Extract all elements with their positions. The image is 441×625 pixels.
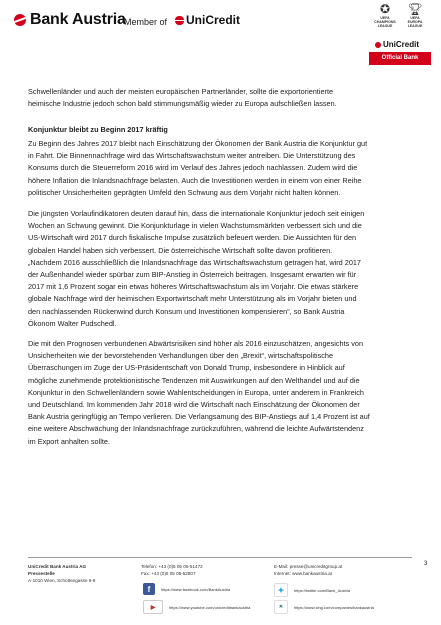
paragraph-2: Die jüngsten Vorlaufindikatoren deuten darauf hin, dass die internationale Konjunktur jedoch seit einigen Wochen an Schwung gewinnt. Die Konjunkturlage in vielen Wachstumsmärkten verbessert sich und die US-Wirtschaft wird 2017 durch fiskalische Impulse zusätzlich befeuert werden. Die Aussichten für den globalen Handel haben sich verbessert. Die österreichische Wirtschaft sollte davon profitieren. „Nachdem 2016 ausschließlich die Inlandsnachfrage das Wirtschaftswachstum getragen hat, wird 2017 der Außenhandel wieder spürbar zum BIP-Anstieg in Österreich beitragen. Insgesamt erwarten wir für 2017 mit 1,6 Prozent sogar ein etwas höheres Wirtschaftswachstum als im Vorjahr. Die etwas stärkere globale Nachfrage wird der heimischen Exportwirtschaft mehr Unterstützung als im Vorjahr bieten und den nachlassenden Rückenwind durch Konsum und Investitionen kompensieren“, so Bank Austria Ökonom Walter Pudschedl. [28,209,365,328]
unicredit-logo [175,13,240,27]
intro-paragraph: Schwellenländer und auch der meisten europäischen Partnerländer, sollte die exportorientierte heimische Industrie jedoch schon bald stimmungsmäßig wieder zu Europa aufschließen lassen. [28,87,337,109]
footer-email[interactable]: E-Mail: presse@unicreditgroup.at [274,564,343,569]
twitter-icon: ✦ [274,583,288,597]
footer-address: A-1010 Wien, Schottengasse 6-8 [28,577,96,583]
paragraph-1: Zu Beginn des Jahres 2017 bleibt nach Einschätzung der Ökonomen der Bank Austria die Konjunktur gut in Fahrt. Die Binnennachfrage wird das Wirtschaftswachstum weiter antreiben. Die Unterstützung des Konsums durch die Steuerreform 2016 wird im Verlauf des Jahres jedoch nachlassen. Zudem wird die höhere Inflation die Inlandsnachfrage belasten. Auch die Investitionen werden in einem von einer Reihe politischer Unsicherheiten geprägten Umfeld den Schwung aus dem Vorjahr nicht halten können. [28,139,368,197]
footer-company: UniCredit Bank Austria AG [28,564,87,569]
unicredit-mark-icon [175,16,184,25]
youtube-icon: ▶ [143,600,163,614]
brand-name: Bank Austria [30,11,126,28]
trophy-icon: 🏆︎ [407,2,423,16]
paragraph-3: Die mit den Prognosen verbundenen Abwärtsrisiken sind höher als 2016 einzuschätzen, angesichts von Unsicherheiten wie der bevorstehenden Verhandlungen über den „Brexit“, wirtschaftspolitische Überraschungen im Zuge der US-Präsidentschaft von Donald Trump, insbesondere in Hinblick auf mögliche zunehmende protektionistische Tendenzen mit Auswirkungen auf den Welthandel und auf die Konjunktur in den Schwellenländern sowie Wahlentscheidungen in Europa, unter anderem in Frankreich und Deutschland. Im kommenden Jahr 2018 wird die Wirtschaft nach Einschätzung der Ökonomen der Bank Austria geringfügig an Tempo verlieren. Die Verlangsamung des BIP-Anstiegs auf 1,4 Prozent ist auf eine weitere Abschwächung der Inlandsnachfrage zurückzuführen, während die leichte Aufwärtstendenz im Export anhalten sollte. [28,339,370,446]
footer-online-block [274,564,342,578]
youtube-link[interactable]: ▶ https://www.youtube.com/unicreditbankaustria [143,600,250,614]
footer-divider [28,557,412,558]
footer-phone: Telefon: +43 (0)5 05 05-51472 [141,564,203,569]
facebook-icon: f [143,583,155,595]
official-bank-badge [369,0,431,68]
unicredit-mark-icon [375,42,381,48]
footer-internet[interactable]: Internet: www.bankaustria.at [274,570,332,576]
unicredit-wordmark: UniCredit [186,13,240,27]
facebook-link[interactable]: f https://www.facebook.com/BankAustria [143,583,230,595]
badge-unicredit-wordmark: UniCredit [383,40,419,49]
official-bank-label: Official Bank [369,52,431,65]
page-number: 3 [424,561,428,567]
member-of-label: Member of [124,17,168,27]
footer-contact-block [141,564,203,578]
champions-league-logo: ✪ UEFA CHAMPIONS LEAGUE [374,2,396,28]
twitter-link[interactable]: ✦ https://twitter.com/Bank_Austria [274,583,350,597]
europa-league-logo: 🏆︎ UEFA EUROPA LEAGUE [407,2,423,28]
star-ball-icon: ✪ [379,2,391,16]
footer-address-block [28,564,95,584]
xing-link[interactable]: ✕ https://www.xing.com/companies/bankaustria [274,600,374,614]
footer-dept: Pressestelle [28,570,55,576]
xing-icon: ✕ [274,600,288,614]
unicredit-logo-icon [14,14,26,26]
bank-austria-logo [14,11,126,29]
section-heading: Konjunktur bleibt zu Beginn 2017 kräftig [28,125,168,134]
footer-fax: Fax: +43 (0)5 05 05-52807 [141,570,196,576]
